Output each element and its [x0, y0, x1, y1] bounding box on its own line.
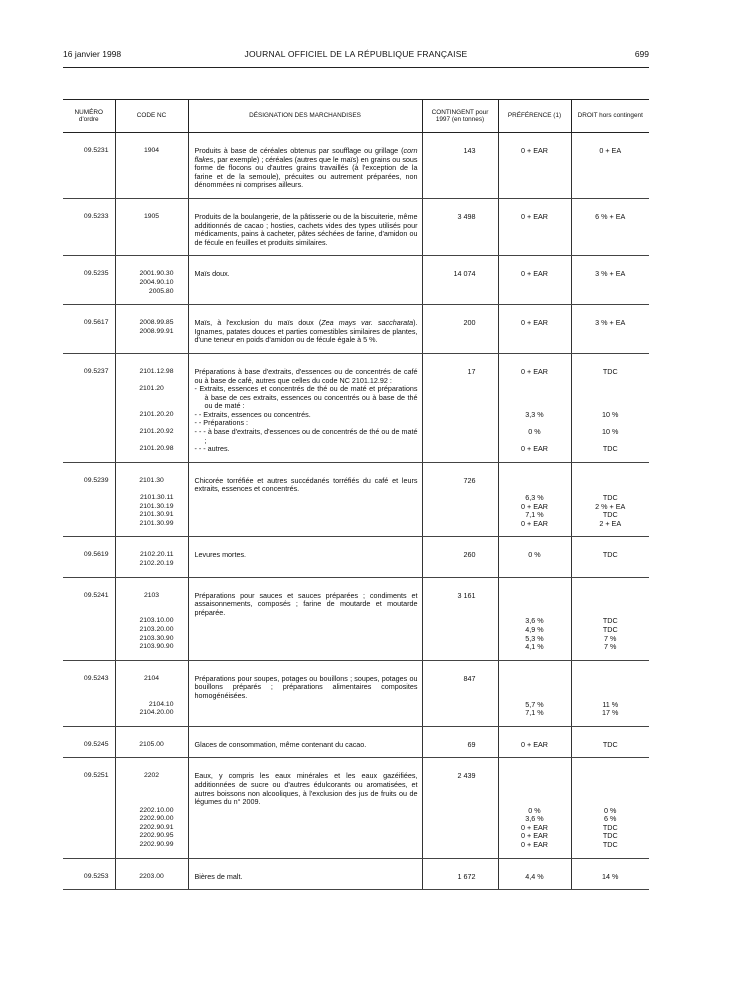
table-header-row — [63, 100, 649, 133]
col-contingent: CONTINGENT pour 1997 (en tonnes) — [422, 100, 498, 133]
contingent-cell — [422, 503, 498, 512]
code-cell: 2202.90.00 — [115, 815, 188, 824]
code-cell: 2101.30.99 — [115, 520, 188, 537]
preference-cell: 0 % — [498, 537, 571, 577]
preference-cell: 0 + EAR — [498, 824, 571, 833]
contingent-cell — [422, 832, 498, 841]
code-cell: 2101.30.19 — [115, 503, 188, 512]
contingent-cell: 726 — [422, 462, 498, 494]
contingent-cell — [422, 841, 498, 858]
preference-cell: 0 + EAR — [498, 133, 571, 199]
droit-cell: 3 % + EA — [571, 256, 649, 305]
preference-cell — [498, 462, 571, 494]
droit-cell: TDC — [571, 841, 649, 858]
page-header — [63, 49, 649, 63]
code-cell: 2101.20.20 — [115, 411, 188, 420]
table-row — [63, 758, 649, 807]
code-cell: 2102.20.11 2102.20.19 — [115, 537, 188, 577]
preference-cell: 4,1 % — [498, 643, 571, 660]
designation-cell — [188, 511, 422, 520]
numero-cell — [63, 428, 115, 445]
designation-cell — [188, 643, 422, 660]
code-cell: 2203.00 — [115, 858, 188, 890]
code-cell — [115, 419, 188, 428]
code-cell: 2202.90.95 — [115, 832, 188, 841]
designation-cell: - Extraits, essences et concentrés de thé ou de maté et préparations à base de ces extraits, essences ou concentrés ou à base de thé ou de maté : — [188, 385, 422, 411]
numero-cell — [63, 511, 115, 520]
numero-cell: 09.5231 — [63, 133, 115, 199]
numero-cell — [63, 445, 115, 462]
table-row — [63, 503, 649, 512]
droit-cell: TDC — [571, 626, 649, 635]
preference-cell — [498, 385, 571, 411]
droit-cell: 2 % + EA — [571, 503, 649, 512]
droit-cell: TDC — [571, 353, 649, 385]
table-row — [63, 511, 649, 520]
preference-cell: 0 + EAR — [498, 503, 571, 512]
designation-cell — [188, 841, 422, 858]
table-row — [63, 635, 649, 644]
designation-cell: Bières de malt. — [188, 858, 422, 890]
droit-cell — [571, 758, 649, 807]
droit-cell: 11 % — [571, 701, 649, 710]
preference-cell: 0 + EAR — [498, 841, 571, 858]
code-cell: 2101.30.11 — [115, 494, 188, 503]
droit-cell: TDC — [571, 617, 649, 626]
designation-cell: Préparations pour sauces et sauces préparées ; condiments et assaisonnements, composés ; farine de moutarde et moutarde préparée. — [188, 577, 422, 617]
preference-cell — [498, 660, 571, 700]
contingent-cell — [422, 709, 498, 726]
code-cell: 2101.12.98 — [115, 353, 188, 385]
code-cell: 2101.20 — [115, 385, 188, 411]
table-row — [63, 198, 649, 255]
designation-cell: Préparations pour soupes, potages ou bouillons ; soupes, potages ou bouillons préparés ; préparations alimentaires composites homogénéisées. — [188, 660, 422, 700]
table-row — [63, 701, 649, 710]
designation-cell — [188, 617, 422, 626]
droit-cell: TDC — [571, 832, 649, 841]
code-cell: 2101.20.98 — [115, 445, 188, 462]
contingent-cell: 143 — [422, 133, 498, 199]
preference-cell: 7,1 % — [498, 511, 571, 520]
designation-cell: Préparations à base d'extraits, d'essences ou de concentrés de café ou à base de café, autres que celles du code NC 2101.12.92 : — [188, 353, 422, 385]
tariff-table — [63, 99, 649, 890]
designation-cell: Levures mortes. — [188, 537, 422, 577]
designation-cell — [188, 503, 422, 512]
code-cell: 2105.00 — [115, 726, 188, 758]
numero-cell — [63, 503, 115, 512]
designation-cell: Maïs doux. — [188, 256, 422, 305]
contingent-cell — [422, 445, 498, 462]
designation-cell — [188, 824, 422, 833]
table-row — [63, 643, 649, 660]
numero-cell: 09.5251 — [83, 772, 109, 780]
contingent-cell — [422, 643, 498, 660]
droit-cell: 2 + EA — [571, 520, 649, 537]
contingent-cell: 847 — [422, 660, 498, 700]
designation-cell: - - - autres. — [188, 445, 422, 462]
header-date: 16 janvier 1998 — [63, 49, 122, 59]
table-row — [63, 858, 649, 890]
table-row — [63, 494, 649, 503]
droit-cell: TDC — [571, 445, 649, 462]
code-cell: 2104.10 — [115, 701, 188, 710]
droit-cell: TDC — [571, 537, 649, 577]
contingent-cell: 260 — [422, 537, 498, 577]
droit-cell: 7 % — [571, 643, 649, 660]
droit-cell: 0 + EA — [571, 133, 649, 199]
numero-cell — [63, 824, 115, 833]
preference-cell: 0 + EAR — [498, 726, 571, 758]
droit-cell: 6 % + EA — [571, 198, 649, 255]
preference-cell: 5,7 % — [498, 701, 571, 710]
designation-cell — [188, 701, 422, 710]
designation-cell: Produits à base de céréales obtenus par soufflage ou grillage (corn flakes, par exemple) ; céréales (autres que le maïs) en grains ou sous forme de flocons ou d'autres grains travaillés (à l'exception de la farine et de la semoule), précuites ou autrement préparées, non dénommées ni comprises ailleurs. — [188, 133, 422, 199]
code-cell: 2103 — [115, 577, 188, 617]
table-row — [63, 353, 649, 385]
contingent-cell — [422, 635, 498, 644]
designation-cell: - - - à base d'extraits, d'essences ou de concentrés de thé ou de maté ; — [188, 428, 422, 445]
contingent-cell — [422, 494, 498, 503]
numero-cell — [63, 520, 115, 537]
col-droit: DROIT hors contingent — [571, 100, 649, 133]
preference-cell: 0 + EAR — [498, 520, 571, 537]
droit-cell: TDC — [571, 726, 649, 758]
table-row — [63, 626, 649, 635]
col-numero: NUMÉRO d'ordre — [63, 100, 115, 133]
table-row — [63, 256, 649, 305]
contingent-cell — [422, 411, 498, 420]
preference-cell: 5,3 % — [498, 635, 571, 644]
numero-cell — [63, 709, 115, 726]
col-designation: DÉSIGNATION DES MARCHANDISES — [188, 100, 422, 133]
designation-cell: Produits de la boulangerie, de la pâtisserie ou de la biscuiterie, même additionnés de cacao ; hosties, cachets vides des types utilisés pour médicaments, pains à cacheter, pâtes séchées de farine, d'amidon ou de fécule en feuilles et produits similaires. — [188, 198, 422, 255]
droit-cell: 10 % — [571, 428, 649, 445]
droit-cell — [571, 385, 649, 411]
contingent-cell: 200 — [422, 305, 498, 354]
numero-cell: 09.5253 — [63, 858, 115, 890]
code-cell: 2103.10.00 — [115, 617, 188, 626]
designation-cell — [188, 520, 422, 537]
numero-cell: 09.5617 — [63, 305, 115, 354]
table-row — [63, 133, 649, 199]
table-row — [63, 660, 649, 700]
droit-cell: TDC — [571, 494, 649, 503]
numero-cell: 09.5239 — [83, 476, 109, 484]
preference-cell: 0 + EAR — [498, 198, 571, 255]
preference-cell: 4,4 % — [498, 858, 571, 890]
preference-cell: 4,9 % — [498, 626, 571, 635]
table-row — [63, 385, 649, 411]
table-row — [63, 428, 649, 445]
code-cell: 2101.30 — [115, 462, 188, 494]
preference-cell — [498, 758, 571, 807]
table-row — [63, 726, 649, 758]
code-cell: 2104 — [115, 660, 188, 700]
numero-cell — [63, 635, 115, 644]
code-cell: 2001.90.30 2004.90.10 2005.80 — [115, 256, 188, 305]
code-cell: 1905 — [115, 198, 188, 255]
designation-cell — [188, 709, 422, 726]
col-preference: PRÉFÉRENCE (1) — [498, 100, 571, 133]
preference-cell: 0 + EAR — [498, 832, 571, 841]
droit-cell: 3 % + EA — [571, 305, 649, 354]
code-cell: 2103.90.90 — [115, 643, 188, 660]
contingent-cell — [422, 824, 498, 833]
contingent-cell — [422, 385, 498, 411]
numero-cell — [63, 411, 115, 420]
code-cell: 2103.20.00 — [115, 626, 188, 635]
table-row — [63, 305, 649, 354]
contingent-cell: 3 161 — [422, 577, 498, 617]
designation-cell: Glaces de consommation, même contenant du cacao. — [188, 726, 422, 758]
code-cell: 2104.20.00 — [115, 709, 188, 726]
code-cell: 2202.10.00 — [115, 807, 188, 816]
contingent-cell: 1 672 — [422, 858, 498, 890]
droit-cell: 7 % — [571, 635, 649, 644]
contingent-cell — [422, 815, 498, 824]
numero-cell: 09.5233 — [63, 198, 115, 255]
table-row — [63, 807, 649, 816]
table-row — [63, 815, 649, 824]
preference-cell — [498, 577, 571, 617]
code-cell: 2202 — [115, 758, 188, 807]
numero-cell: 09.5241 — [83, 591, 109, 599]
code-cell: 2101.20.92 — [115, 428, 188, 445]
designation-cell: Chicorée torréfiée et autres succédanés torréfiés du café et leurs extraits, essences et concentrés. — [188, 462, 422, 494]
contingent-cell — [422, 511, 498, 520]
table-row — [63, 841, 649, 858]
droit-cell: TDC — [571, 824, 649, 833]
numero-cell — [63, 841, 115, 858]
numero-cell: 09.5619 — [63, 537, 115, 577]
droit-cell: 6 % — [571, 815, 649, 824]
table-body — [63, 133, 649, 890]
table-row — [63, 537, 649, 577]
contingent-cell: 3 498 — [422, 198, 498, 255]
droit-cell: 14 % — [571, 858, 649, 890]
numero-cell — [63, 419, 115, 428]
designation-cell: Eaux, y compris les eaux minérales et les eaux gazéifiées, additionnées de sucre ou d'autres édulcorants ou aromatisées, et autres boissons non alcooliques, à l'exclusion des jus de fruits ou de légumes du n° 2009. — [188, 758, 422, 807]
designation-cell — [188, 635, 422, 644]
contingent-cell — [422, 807, 498, 816]
droit-cell — [571, 577, 649, 617]
table-row — [63, 709, 649, 726]
droit-cell: 17 % — [571, 709, 649, 726]
numero-cell — [63, 832, 115, 841]
designation-cell — [188, 807, 422, 816]
numero-cell — [63, 385, 115, 411]
page-number: 699 — [634, 49, 649, 59]
header-rule — [63, 67, 649, 68]
contingent-cell — [422, 626, 498, 635]
preference-cell: 3,6 % — [498, 617, 571, 626]
numero-cell — [63, 807, 115, 816]
preference-cell: 0 + EAR — [498, 353, 571, 385]
code-cell: 2103.30.90 — [115, 635, 188, 644]
preference-cell: 0 + EAR — [498, 256, 571, 305]
contingent-cell — [422, 701, 498, 710]
numero-cell: 09.5243 — [83, 674, 109, 682]
preference-cell: 0 + EAR — [498, 305, 571, 354]
preference-cell: 3,6 % — [498, 815, 571, 824]
designation-cell — [188, 626, 422, 635]
designation-cell — [188, 494, 422, 503]
contingent-cell: 17 — [422, 353, 498, 385]
journal-title: JOURNAL OFFICIEL DE LA RÉPUBLIQUE FRANÇAISE — [244, 49, 468, 59]
code-cell: 2202.90.99 — [115, 841, 188, 858]
table-row — [63, 445, 649, 462]
numero-cell — [63, 494, 115, 503]
designation-cell: - - Extraits, essences ou concentrés. — [188, 411, 422, 420]
col-code: CODE NC — [115, 100, 188, 133]
numero-cell — [63, 815, 115, 824]
preference-cell: 0 % — [498, 807, 571, 816]
droit-cell: 0 % — [571, 807, 649, 816]
designation-cell — [188, 815, 422, 824]
designation-cell: - - Préparations : — [188, 419, 422, 428]
numero-cell — [63, 701, 115, 710]
droit-cell: TDC — [571, 511, 649, 520]
code-cell: 2202.90.91 — [115, 824, 188, 833]
numero-cell: 09.5237 — [83, 367, 109, 375]
preference-cell: 0 + EAR — [498, 445, 571, 462]
contingent-cell: 69 — [422, 726, 498, 758]
preference-cell: 6,3 % — [498, 494, 571, 503]
table-row — [63, 520, 649, 537]
numero-cell: 09.5235 — [63, 256, 115, 305]
droit-cell — [571, 660, 649, 700]
table-row — [63, 462, 649, 494]
table-row — [63, 577, 649, 617]
table-row — [63, 617, 649, 626]
table-row — [63, 832, 649, 841]
preference-cell: 0 % — [498, 428, 571, 445]
table-row — [63, 411, 649, 420]
contingent-cell: 14 074 — [422, 256, 498, 305]
numero-cell — [63, 617, 115, 626]
preference-cell: 3,3 % — [498, 411, 571, 420]
contingent-cell: 2 439 — [422, 758, 498, 807]
preference-cell: 7,1 % — [498, 709, 571, 726]
contingent-cell — [422, 520, 498, 537]
designation-cell: Maïs, à l'exclusion du maïs doux (Zea mays var. saccharata). Ignames, patates douces et parties comestibles similaires de plantes, d'une teneur en poids d'amidon ou de fécule égale à 5 %. — [188, 305, 422, 354]
numero-cell — [63, 643, 115, 660]
droit-cell — [571, 462, 649, 494]
designation-cell — [188, 832, 422, 841]
numero-cell — [63, 626, 115, 635]
contingent-cell — [422, 419, 498, 428]
numero-cell: 09.5245 — [63, 726, 115, 758]
droit-cell: 10 % — [571, 411, 649, 420]
code-cell: 2101.30.91 — [115, 511, 188, 520]
contingent-cell — [422, 428, 498, 445]
table-row — [63, 824, 649, 833]
code-cell: 2008.99.85 2008.99.91 — [115, 305, 188, 354]
contingent-cell — [422, 617, 498, 626]
code-cell: 1904 — [115, 133, 188, 199]
